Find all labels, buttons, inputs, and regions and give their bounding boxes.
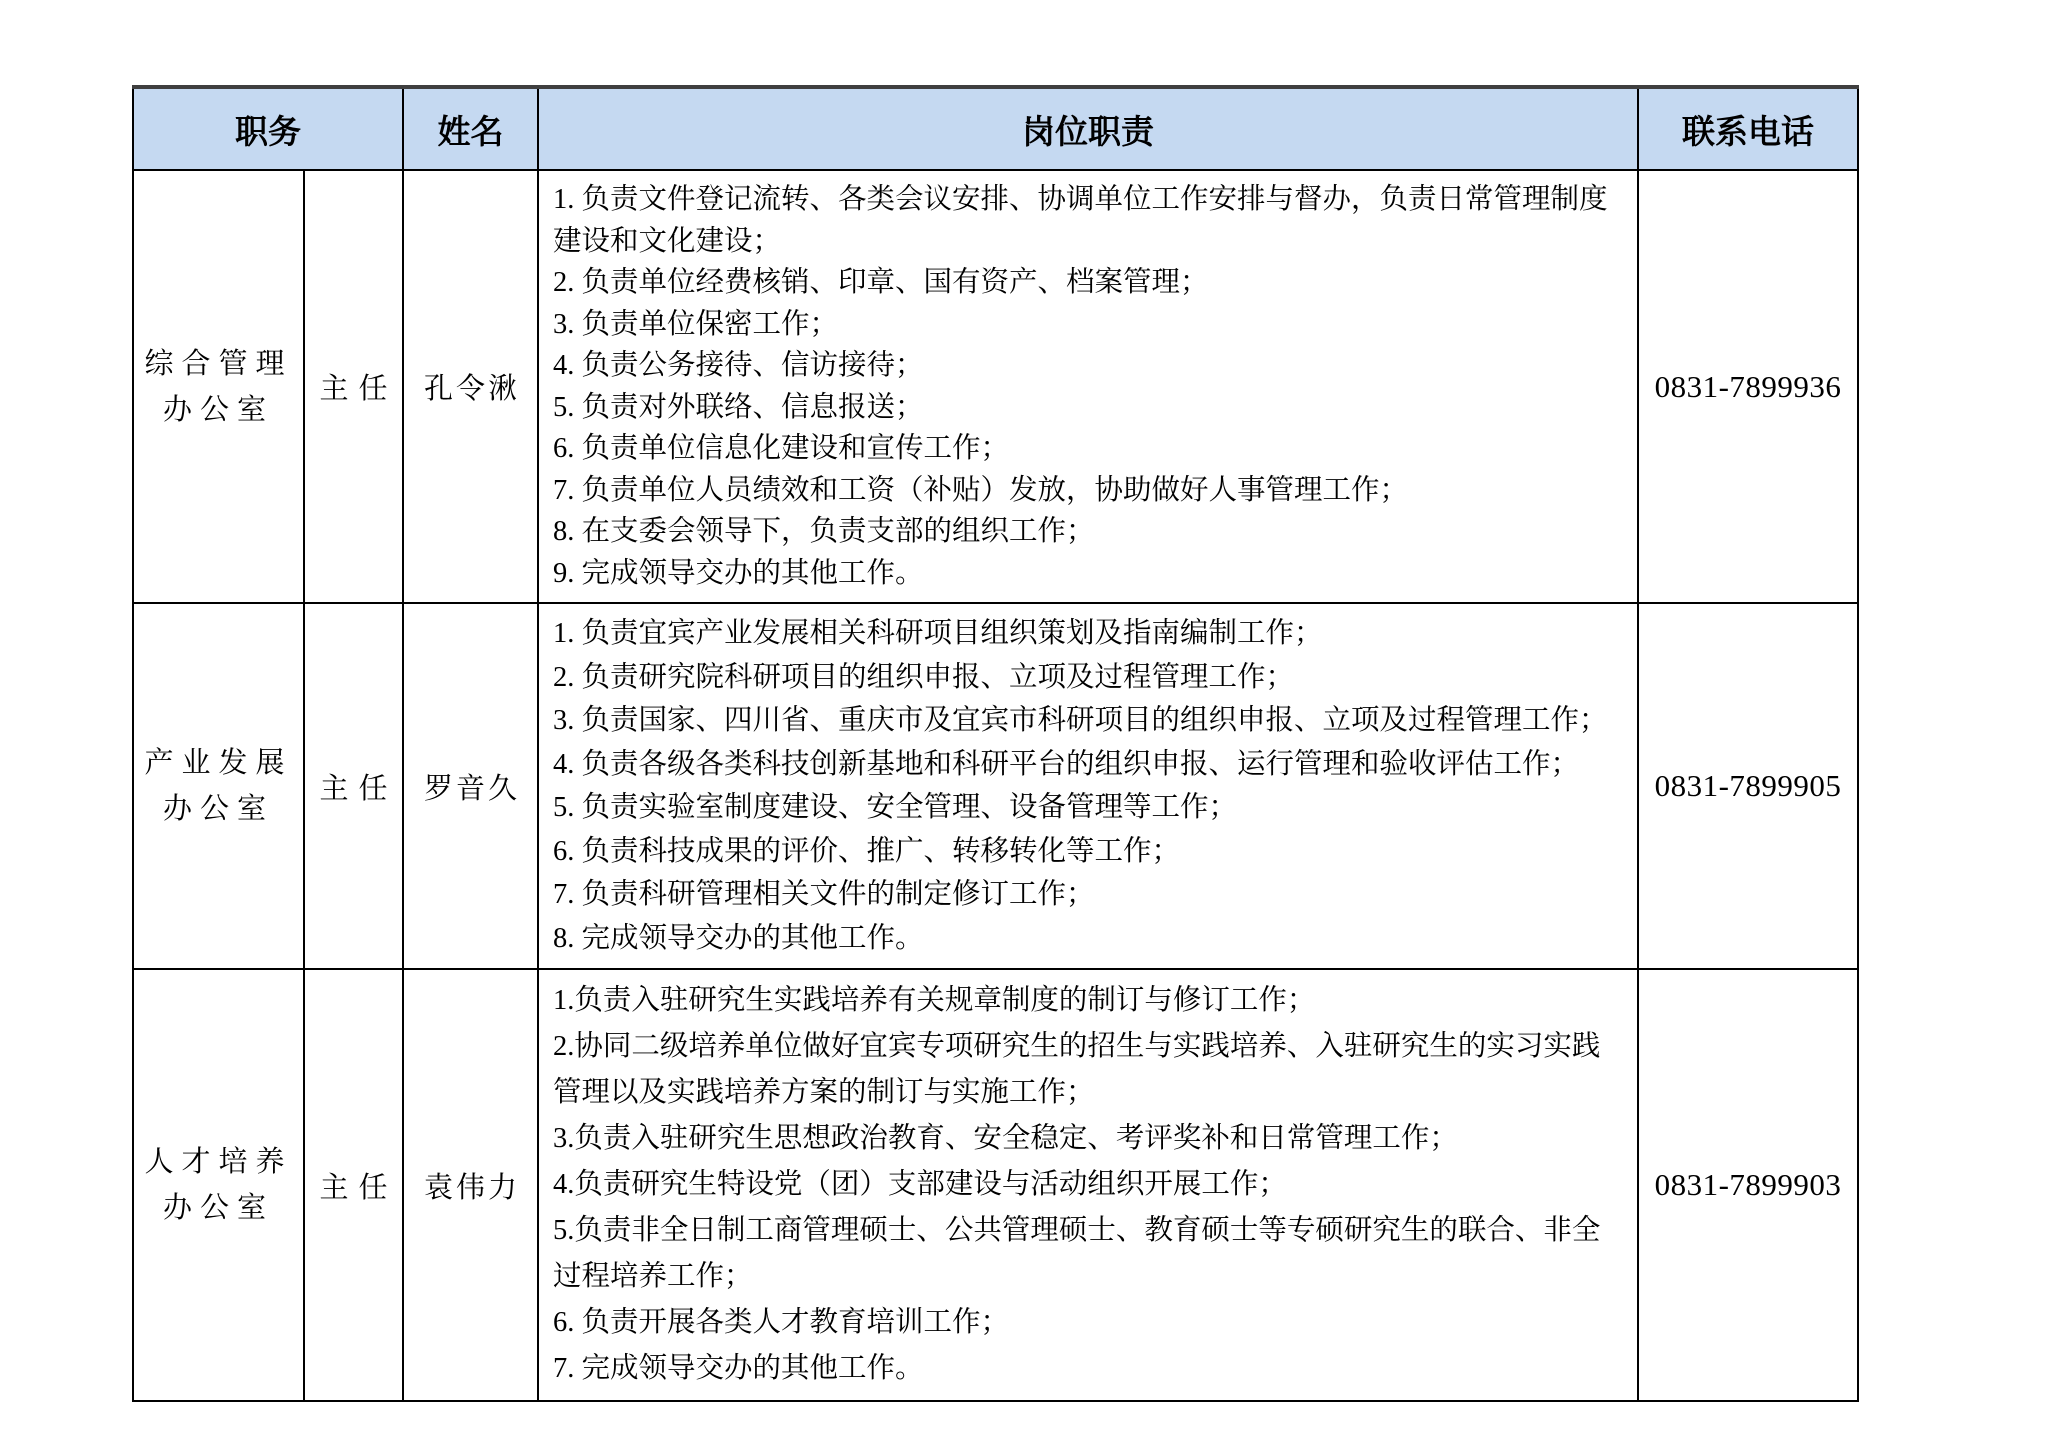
duty-line: 5. 负责实验室制度建设、安全管理、设备管理等工作； — [553, 792, 1238, 823]
table-row — [133, 170, 1858, 603]
duty-line: 1.负责入驻研究生实践培养有关规章制度的制订与修订工作； — [553, 985, 1316, 1016]
position-title: 主任 — [319, 772, 398, 805]
duty-line: 7. 负责单位人员绩效和工资（补贴）发放，协助做好人事管理工作； — [553, 474, 1409, 506]
position-title: 主任 — [319, 1171, 398, 1204]
header-duties: 岗位职责 — [538, 87, 1638, 170]
position-cell — [304, 170, 403, 603]
position-title: 主任 — [319, 373, 398, 405]
duty-line: 2.协同二级培养单位做好宜宾专项研究生的招生与实践培养、入驻研究生的实习实践管理以及实践培养方案的制订与实施工作； — [553, 1031, 1601, 1108]
duty-line: 1. 负责宜宾产业发展相关科研项目组织策划及指南编制工作； — [553, 618, 1323, 649]
name-cell — [403, 969, 538, 1401]
phone-cell — [1638, 170, 1858, 603]
name-cell — [403, 603, 538, 969]
duty-line: 1. 负责文件登记流转、各类会议安排、协调单位工作安排与督办，负责日常管理制度建设和文化建设； — [553, 184, 1608, 257]
duty-line: 3. 负责单位保密工作； — [553, 308, 839, 340]
person-name: 孔令湫 — [423, 373, 520, 405]
duty-line: 4. 负责各级各类科技创新基地和科研平台的组织申报、运行管理和验收评估工作； — [553, 748, 1580, 780]
duty-line: 7. 负责科研管理相关文件的制定修订工作； — [553, 879, 1095, 910]
duty-line: 2. 负责单位经费核销、印章、国有资产、档案管理； — [553, 267, 1209, 298]
header-name: 姓名 — [403, 87, 538, 170]
phone-number: 0831-7899936 — [1654, 368, 1842, 404]
duty-line: 8. 在支委会领导下，负责支部的组织工作； — [553, 516, 1095, 547]
duty-line: 6. 负责单位信息化建设和宣传工作； — [553, 433, 1010, 464]
duty-line: 2. 负责研究院科研项目的组织申报、立项及过程管理工作； — [553, 661, 1295, 693]
table-row — [133, 969, 1858, 1401]
position-cell — [304, 603, 403, 969]
office-name: 人才培养办公室 — [144, 1146, 293, 1224]
table-row — [133, 603, 1858, 969]
duty-line: 9. 完成领导交办的其他工作。 — [553, 557, 924, 589]
duty-line: 4. 负责公务接待、信访接待； — [553, 350, 924, 381]
duty-line: 6. 负责开展各类人才教育培训工作； — [553, 1307, 1010, 1338]
table-header-row — [133, 87, 1858, 170]
position-cell — [304, 969, 403, 1401]
person-name: 袁伟力 — [423, 1171, 520, 1204]
office-name: 产业发展办公室 — [144, 747, 293, 825]
phone-number: 0831-7899905 — [1654, 768, 1842, 803]
duties-cell — [538, 969, 1638, 1401]
office-cell — [133, 969, 304, 1401]
office-cell — [133, 170, 304, 603]
office-cell — [133, 603, 304, 969]
duty-line: 8. 完成领导交办的其他工作。 — [553, 922, 924, 954]
phone-number: 0831-7899903 — [1654, 1167, 1842, 1202]
duty-line: 4.负责研究生特设党（团）支部建设与活动组织开展工作； — [553, 1169, 1287, 1200]
duty-line: 3. 负责国家、四川省、重庆市及宜宾市科研项目的组织申报、立项及过程管理工作； — [553, 705, 1608, 736]
duty-line: 3.负责入驻研究生思想政治教育、安全稳定、考评奖补和日常管理工作； — [553, 1123, 1458, 1154]
person-name: 罗音久 — [423, 772, 520, 805]
phone-cell — [1638, 603, 1858, 969]
duty-line: 6. 负责科技成果的评价、推广、转移转化等工作； — [553, 835, 1181, 867]
header-phone: 联系电话 — [1638, 87, 1858, 170]
name-cell — [403, 170, 538, 603]
staff-duty-table — [132, 85, 1859, 1402]
header-position: 职务 — [133, 87, 403, 170]
duty-line: 5. 负责对外联络、信息报送； — [553, 391, 924, 423]
duty-line: 5.负责非全日制工商管理硕士、公共管理硕士、教育硕士等专硕研究生的联合、非全过程培养工作； — [553, 1215, 1601, 1292]
phone-cell — [1638, 969, 1858, 1401]
office-name: 综合管理办公室 — [144, 347, 293, 426]
duties-cell — [538, 603, 1638, 969]
duty-line: 7. 完成领导交办的其他工作。 — [553, 1353, 924, 1384]
duties-cell — [538, 170, 1638, 603]
